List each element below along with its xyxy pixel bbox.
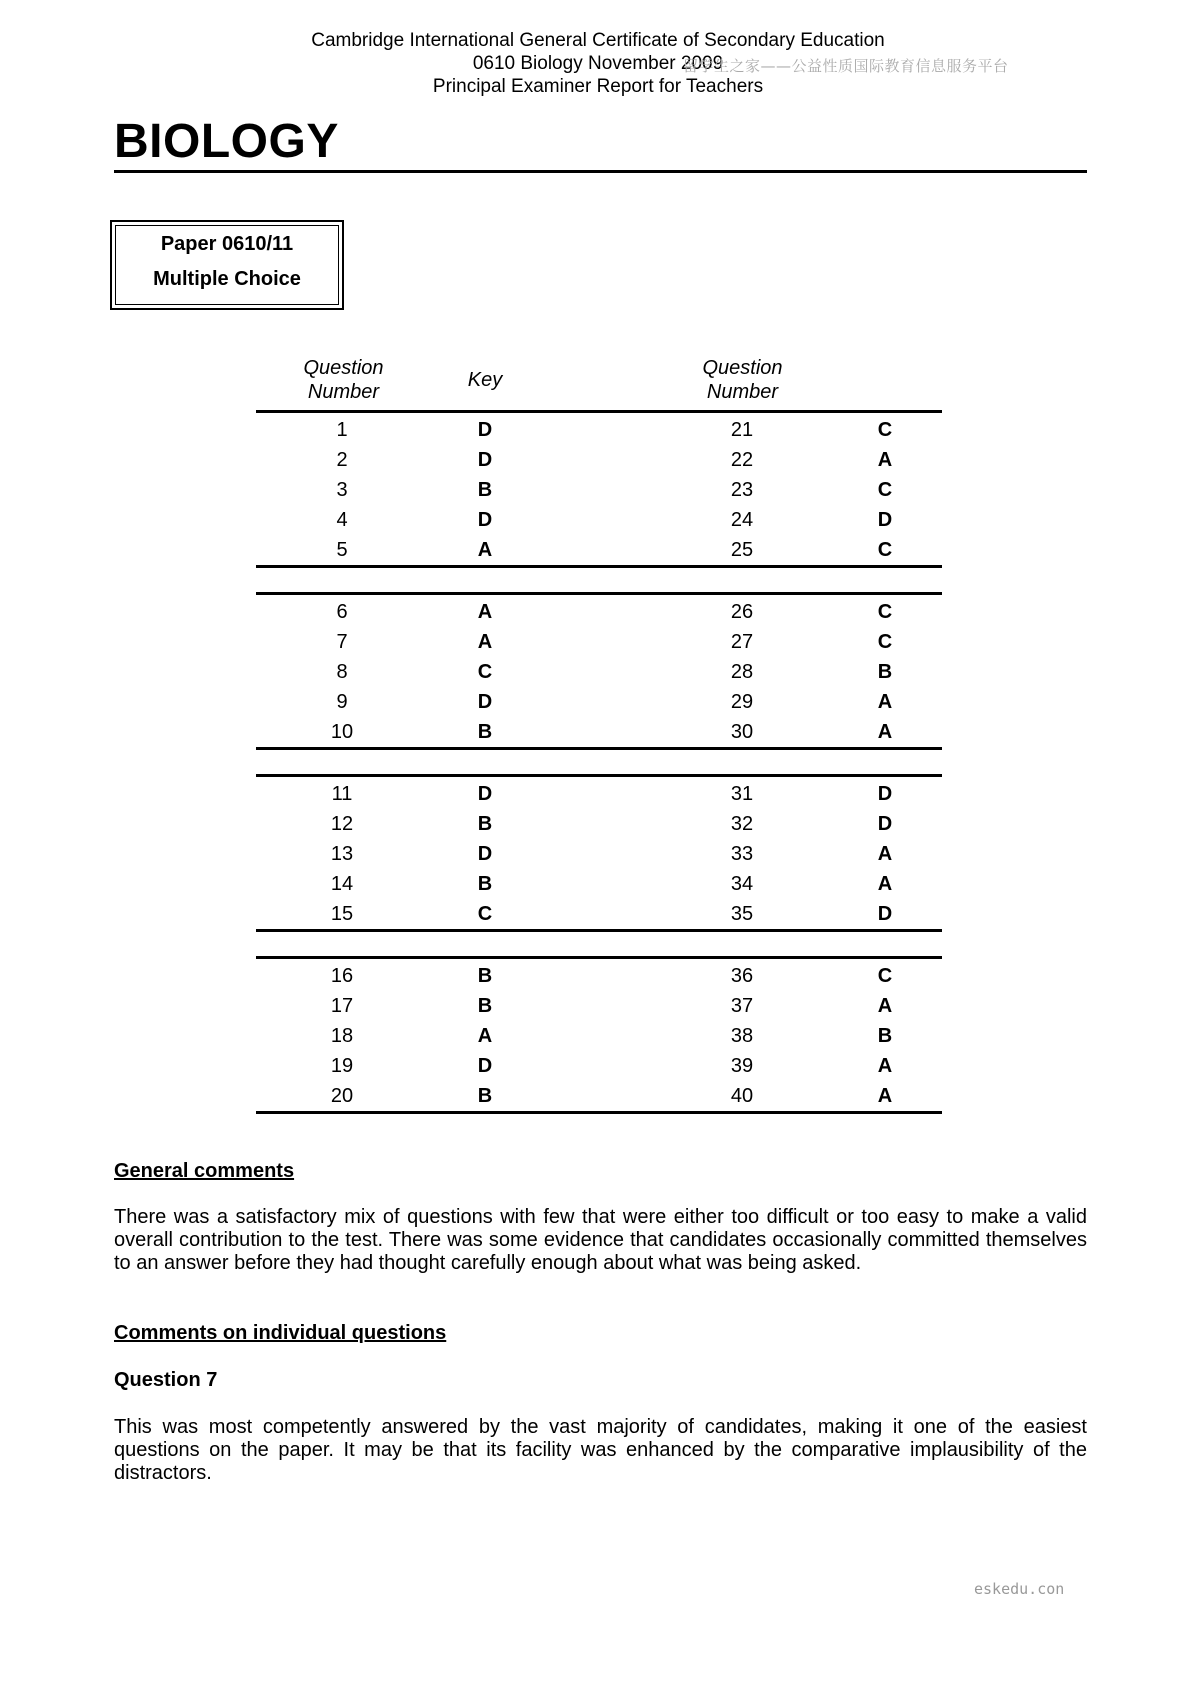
key-cell: B [477,721,493,743]
key-cell: A [477,601,493,623]
question-number-cell: 38 [730,1025,754,1047]
question-number-cell: 26 [730,601,754,623]
header-question-word: Question [702,357,783,379]
question-number-cell: 9 [336,691,348,713]
question-number-cell: 32 [730,813,754,835]
header-number-word: Number [706,381,779,403]
question-number-cell: 19 [330,1055,354,1077]
key-cell: D [877,903,893,925]
individual-comments-heading: Comments on individual questions [114,1322,447,1344]
question-number-cell: 24 [730,509,754,531]
header-watermark: 留学生之家——公益性质国际教育信息服务平台 [683,57,1009,75]
key-cell: B [477,873,493,895]
key-cell: B [877,661,893,683]
question-number-cell: 25 [730,539,754,561]
key-cell: B [477,813,493,835]
key-cell: B [477,965,493,987]
key-cell: C [877,419,893,441]
key-cell: B [877,1025,893,1047]
question-number-cell: 35 [730,903,754,925]
key-cell: C [877,539,893,561]
question-number-cell: 37 [730,995,754,1017]
question-number-cell: 16 [330,965,354,987]
key-cell: C [877,631,893,653]
key-cell: A [877,1055,893,1077]
subject-title: BIOLOGY [114,115,339,168]
key-cell: C [877,479,893,501]
question-number-cell: 29 [730,691,754,713]
key-table-header-question-number-right [675,356,810,404]
key-table-group-bottom-rule [256,1111,942,1114]
key-cell: A [477,631,493,653]
key-cell: B [477,479,493,501]
key-cell: A [477,1025,493,1047]
key-cell: C [877,601,893,623]
question-number-cell: 31 [730,783,754,805]
subject-divider [114,170,1087,173]
key-table-group-top-rule [256,592,942,595]
header-report-title: Principal Examiner Report for Teachers [432,76,764,97]
paper-code: Paper 0610/11 [160,233,294,255]
question-number-cell: 5 [336,539,348,561]
question-number-cell: 28 [730,661,754,683]
key-cell: B [477,995,493,1017]
key-cell: D [877,783,893,805]
question-number-cell: 2 [336,449,348,471]
question-number-cell: 17 [330,995,354,1017]
question-number-cell: 18 [330,1025,354,1047]
question-number-cell: 14 [330,873,354,895]
header-syllabus-session: 0610 Biology November 2009 [472,53,724,74]
question-number-cell: 20 [330,1085,354,1107]
header-question-word: Question [303,357,384,379]
header-certificate-title: Cambridge International General Certificate of Secondary Education [311,30,885,51]
key-table-group-top-rule [256,774,942,777]
key-cell: D [877,509,893,531]
key-table-group-bottom-rule [256,929,942,932]
question-number-cell: 3 [336,479,348,501]
key-cell: A [877,449,893,471]
key-cell: B [477,1085,493,1107]
question-number-cell: 22 [730,449,754,471]
key-cell: C [877,965,893,987]
key-table-header-question-number-left [276,356,411,404]
question-number-cell: 8 [336,661,348,683]
question-number-cell: 39 [730,1055,754,1077]
question-number-cell: 27 [730,631,754,653]
question-number-cell: 6 [336,601,348,623]
question-number-cell: 33 [730,843,754,865]
question-number-cell: 4 [336,509,348,531]
header-number-word: Number [307,381,380,403]
key-cell: D [477,843,493,865]
key-cell: A [877,691,893,713]
question-number-cell: 11 [331,783,353,805]
key-table-group-bottom-rule [256,565,942,568]
key-cell: D [477,1055,493,1077]
key-cell: A [877,721,893,743]
question-number-cell: 21 [730,419,754,441]
question-number-cell: 40 [730,1085,754,1107]
key-cell: D [477,691,493,713]
key-table-header-key: Key [467,369,503,391]
paper-type: Multiple Choice [153,268,301,290]
key-cell: A [877,873,893,895]
question-number-cell: 30 [730,721,754,743]
question-number-cell: 13 [330,843,354,865]
question-number-cell: 15 [330,903,354,925]
question-number-cell: 12 [330,813,354,835]
key-cell: A [877,995,893,1017]
key-table-group-bottom-rule [256,747,942,750]
general-comments-heading: General comments [114,1160,295,1182]
key-cell: C [477,661,493,683]
question-number-cell: 1 [336,419,348,441]
key-cell: A [877,843,893,865]
question-7-heading: Question 7 [114,1369,218,1391]
question-number-cell: 23 [730,479,754,501]
key-cell: D [477,783,493,805]
key-cell: D [877,813,893,835]
key-table-group-top-rule [256,410,942,413]
key-cell: A [877,1085,893,1107]
general-comments-text: There was a satisfactory mix of questions with few that were either too difficult or too easy to make a valid overall contribution to the test. There was some evidence that candidates occasionally committed themselves to an answer before they had thought carefully enough about what was being asked. [114,1206,1087,1274]
key-cell: D [477,509,493,531]
footer-watermark: eskedu.con [974,1580,1065,1598]
key-cell: A [477,539,493,561]
key-cell: D [477,419,493,441]
question-number-cell: 36 [730,965,754,987]
question-7-text: This was most competently answered by the vast majority of candidates, making it one of the easiest questions on the paper. It may be that its facility was enhanced by the comparative implausibility of the distractors. [114,1416,1087,1484]
paper-box [110,220,344,310]
key-cell: C [477,903,493,925]
key-cell: D [477,449,493,471]
question-number-cell: 10 [330,721,354,743]
key-table-group-top-rule [256,956,942,959]
question-number-cell: 7 [336,631,348,653]
question-number-cell: 34 [730,873,754,895]
